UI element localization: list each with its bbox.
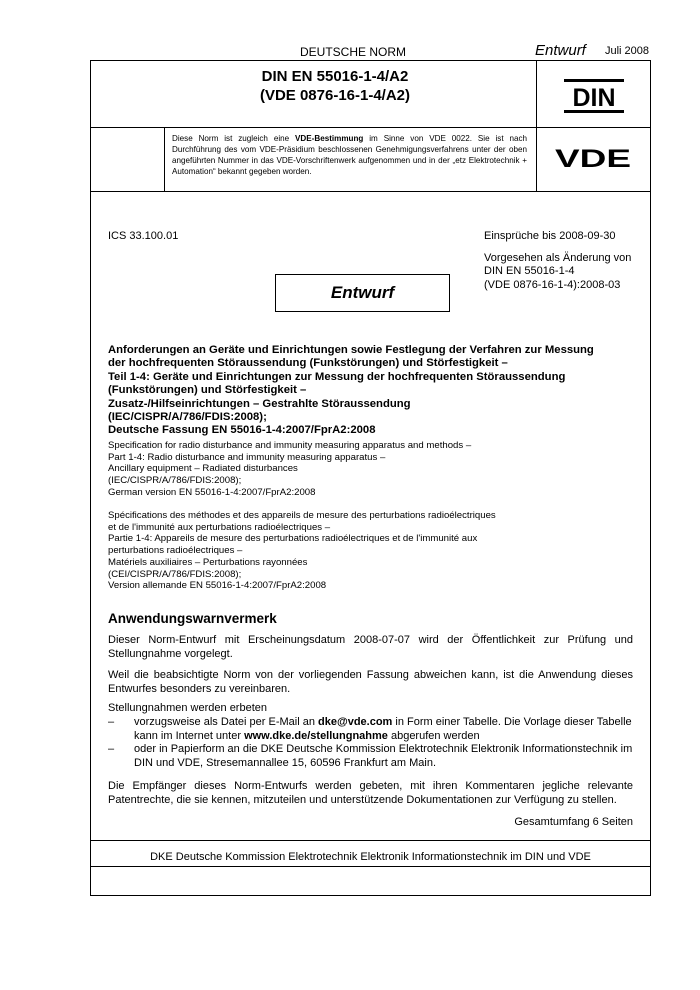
english-title: Specification for radio disturbance and immunity measuring apparatus and methods – Part 1-4: Radio disturbance and immunity measuring apparatus – Ancillary equipment – Radiated disturbances (IEC/CISPR/A/786/FDIS:2008); German version EN 55016-1-4:2007/FprA2:2008 bbox=[108, 440, 472, 498]
header-block-divider bbox=[91, 191, 650, 192]
replacement-line-1: Vorgesehen als Änderung von bbox=[484, 251, 632, 264]
comments-request: Stellungnahmen werden erbeten bbox=[108, 702, 268, 714]
warning-heading: Anwendungswarnvermerk bbox=[108, 611, 277, 626]
replacement-line-2: DIN EN 55016-1-4 bbox=[484, 265, 575, 277]
footer-top-divider bbox=[91, 840, 650, 841]
publisher-footer: DKE Deutsche Kommission Elektrotechnik Elektronik Informationstechnik im DIN und VDE bbox=[150, 851, 591, 863]
draft-info bbox=[484, 230, 644, 292]
draft-stamp: Entwurf bbox=[275, 274, 450, 312]
document-number: DIN EN 55016-1-4/A2 bbox=[261, 68, 409, 85]
footer-bottom-divider bbox=[91, 866, 650, 867]
draft-status-label: Entwurf bbox=[535, 42, 586, 59]
ics-code: ICS 33.100.01 bbox=[108, 230, 179, 242]
svg-text:VDE: VDE bbox=[555, 145, 631, 170]
patent-notice: Die Empfänger dieses Norm-Entwurfs werden gebeten, mit ihren Kommentaren jegliche relevante Patentrechte, die sie kennen, mitzuteilen und unterstützende Dokumentationen zur Verfügung zu stellen. bbox=[108, 780, 633, 806]
bullet-dash: – bbox=[108, 743, 115, 755]
logo-column-divider bbox=[536, 61, 537, 191]
svg-text:DIN: DIN bbox=[572, 84, 616, 112]
vde-classification: (VDE 0876-16-1-4/A2) bbox=[259, 87, 411, 104]
standard-type-label: DEUTSCHE NORM bbox=[300, 45, 407, 59]
din-logo bbox=[564, 79, 624, 113]
warning-paragraph-1: Dieser Norm-Entwurf mit Erscheinungsdatum 2008-07-07 wird der Öffentlichkeit zur Prüfung und Stellungnahme vorgelegt. bbox=[108, 634, 633, 660]
notice-left-divider bbox=[164, 127, 165, 191]
total-pages: Gesamtumfang 6 Seiten bbox=[514, 816, 633, 828]
web-link[interactable]: www.dke.de/stellungnahme bbox=[244, 729, 388, 742]
warning-paragraph-2: Weil die beabsichtigte Norm von der vorliegenden Fassung abweichen kann, ist die Anwendung dieses Entwurfes besonders zu vereinbaren. bbox=[108, 669, 633, 695]
german-title: Anforderungen an Geräte und Einrichtungen sowie Festlegung der Verfahren zur Messung der hochfrequenten Störaussendung (Funkstörungen) und Störfestigkeit – Teil 1-4: Geräte und Einrichtungen zur Messung der hochfrequenten Störaussendung (Funkstörungen) und Störfestigkeit – Zusatz-/Hilfseinrichtungen – Gestrahlte Störaussendung (IEC/CISPR/A/786/FDIS:2008); Deutsche Fassung EN 55016-1-4:2007/FprA2:2008 bbox=[108, 344, 594, 437]
publication-date: Juli 2008 bbox=[605, 45, 650, 57]
objection-deadline: Einsprüche bis 2008-09-30 bbox=[484, 230, 616, 242]
title-divider bbox=[91, 127, 650, 128]
vde-logo bbox=[553, 144, 633, 170]
french-title: Spécifications des méthodes et des appareils de mesure des perturbations radioélectriques et de l'immunité aux perturbations radioélectriques – Partie 1-4: Appareils de mesure des perturbations radioélectriques et de l'immunité aux perturbations radioélectriques – Matériels auxiliaires – Perturbations rayonnées (CEI/CISPR/A/786/FDIS:2008); Version allemande EN 55016-1-4:2007/FprA2:2008 bbox=[108, 510, 496, 592]
bullet-dash: – bbox=[108, 716, 115, 728]
vde-notice: Diese Norm ist zugleich eine VDE-Bestimmung im Sinne von VDE 0022. Sie ist nach Durchführung des vom VDE-Präsidium beschlossenen Genehmigungsverfahrens unter der oben angeführten Nummer in das VDE-Vorschriftenwerk aufgenommen und in der „etz Elektrotechnik + Automation“ bekannt gegeben worden. bbox=[172, 134, 527, 176]
replacement-line-3: (VDE 0876-16-1-4):2008-03 bbox=[484, 278, 621, 291]
email-link[interactable]: dke@vde.com bbox=[318, 716, 393, 728]
